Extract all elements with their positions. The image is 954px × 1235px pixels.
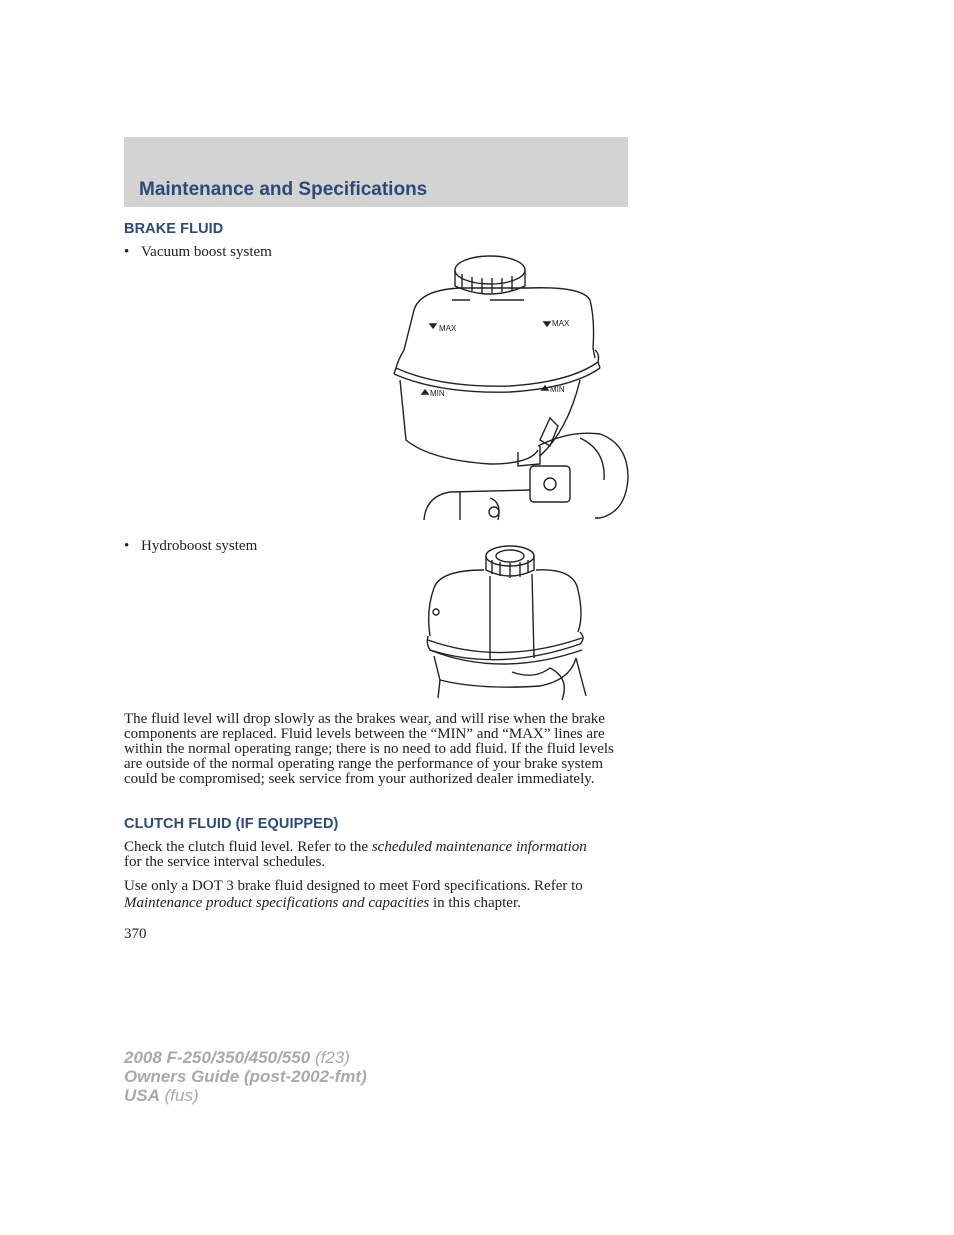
clutch-fluid-heading: CLUTCH FLUID (IF EQUIPPED) — [124, 816, 339, 832]
page-number: 370 — [124, 926, 147, 942]
bullet-vacuum-boost — [124, 244, 272, 261]
footer-line-1 — [124, 1048, 367, 1067]
vacuum-boost-reservoir-illustration — [390, 250, 635, 525]
max-label-right: MAX — [552, 319, 570, 328]
clutch-p2-text: Use only a DOT 3 brake fluid designed to meet Ford specifications. Refer to — [124, 878, 583, 894]
footer-region: USA — [124, 1086, 160, 1105]
hydroboost-reservoir-illustration — [420, 540, 600, 705]
scheduled-maintenance-link[interactable]: scheduled maintenance information — [371, 839, 587, 855]
clutch-paragraph-2 — [124, 878, 630, 912]
bullet-label: Hydroboost system — [141, 538, 258, 554]
bullet-hydroboost — [124, 538, 257, 555]
footer-line-3 — [124, 1086, 367, 1105]
brake-fluid-heading: BRAKE FLUID — [124, 221, 224, 237]
footer-region-code: (fus) — [159, 1086, 199, 1105]
min-label-left: MIN — [430, 389, 445, 398]
clutch-paragraph-1 — [124, 840, 594, 870]
footer-line-2: Owners Guide (post-2002-fmt) — [124, 1067, 367, 1086]
clutch-p1-text-end: for the service interval schedules. — [124, 854, 326, 870]
footer-model: 2008 F-250/350/450/550 — [124, 1048, 311, 1067]
bullet-dot: • — [124, 244, 130, 260]
footer-model-code: (f23) — [310, 1048, 350, 1067]
maintenance-specifications-link[interactable]: Maintenance product specifications and capacities — [124, 895, 430, 911]
bullet-dot: • — [124, 538, 130, 554]
max-label-left: MAX — [439, 324, 457, 333]
section-title: Maintenance and Specifications — [139, 179, 428, 200]
section-header-band — [124, 137, 628, 207]
clutch-p1-text: Check the clutch fluid level. Refer to the — [124, 839, 372, 855]
brake-fluid-paragraph: The fluid level will drop slowly as the brakes wear, and will rise when the brake components are replaced. Fluid levels between the “MIN” and “MAX” lines are within the normal operating range; there is no need to add fluid. If the fluid levels are outside of the normal operating range the performance of your brake system could be compromised; seek service from your authorized dealer immediately. — [124, 711, 614, 787]
document-footer — [124, 1048, 367, 1105]
clutch-p2-text-end: in this chapter. — [429, 895, 521, 911]
min-label-right: MIN — [550, 385, 565, 394]
bullet-label: Vacuum boost system — [141, 244, 272, 260]
